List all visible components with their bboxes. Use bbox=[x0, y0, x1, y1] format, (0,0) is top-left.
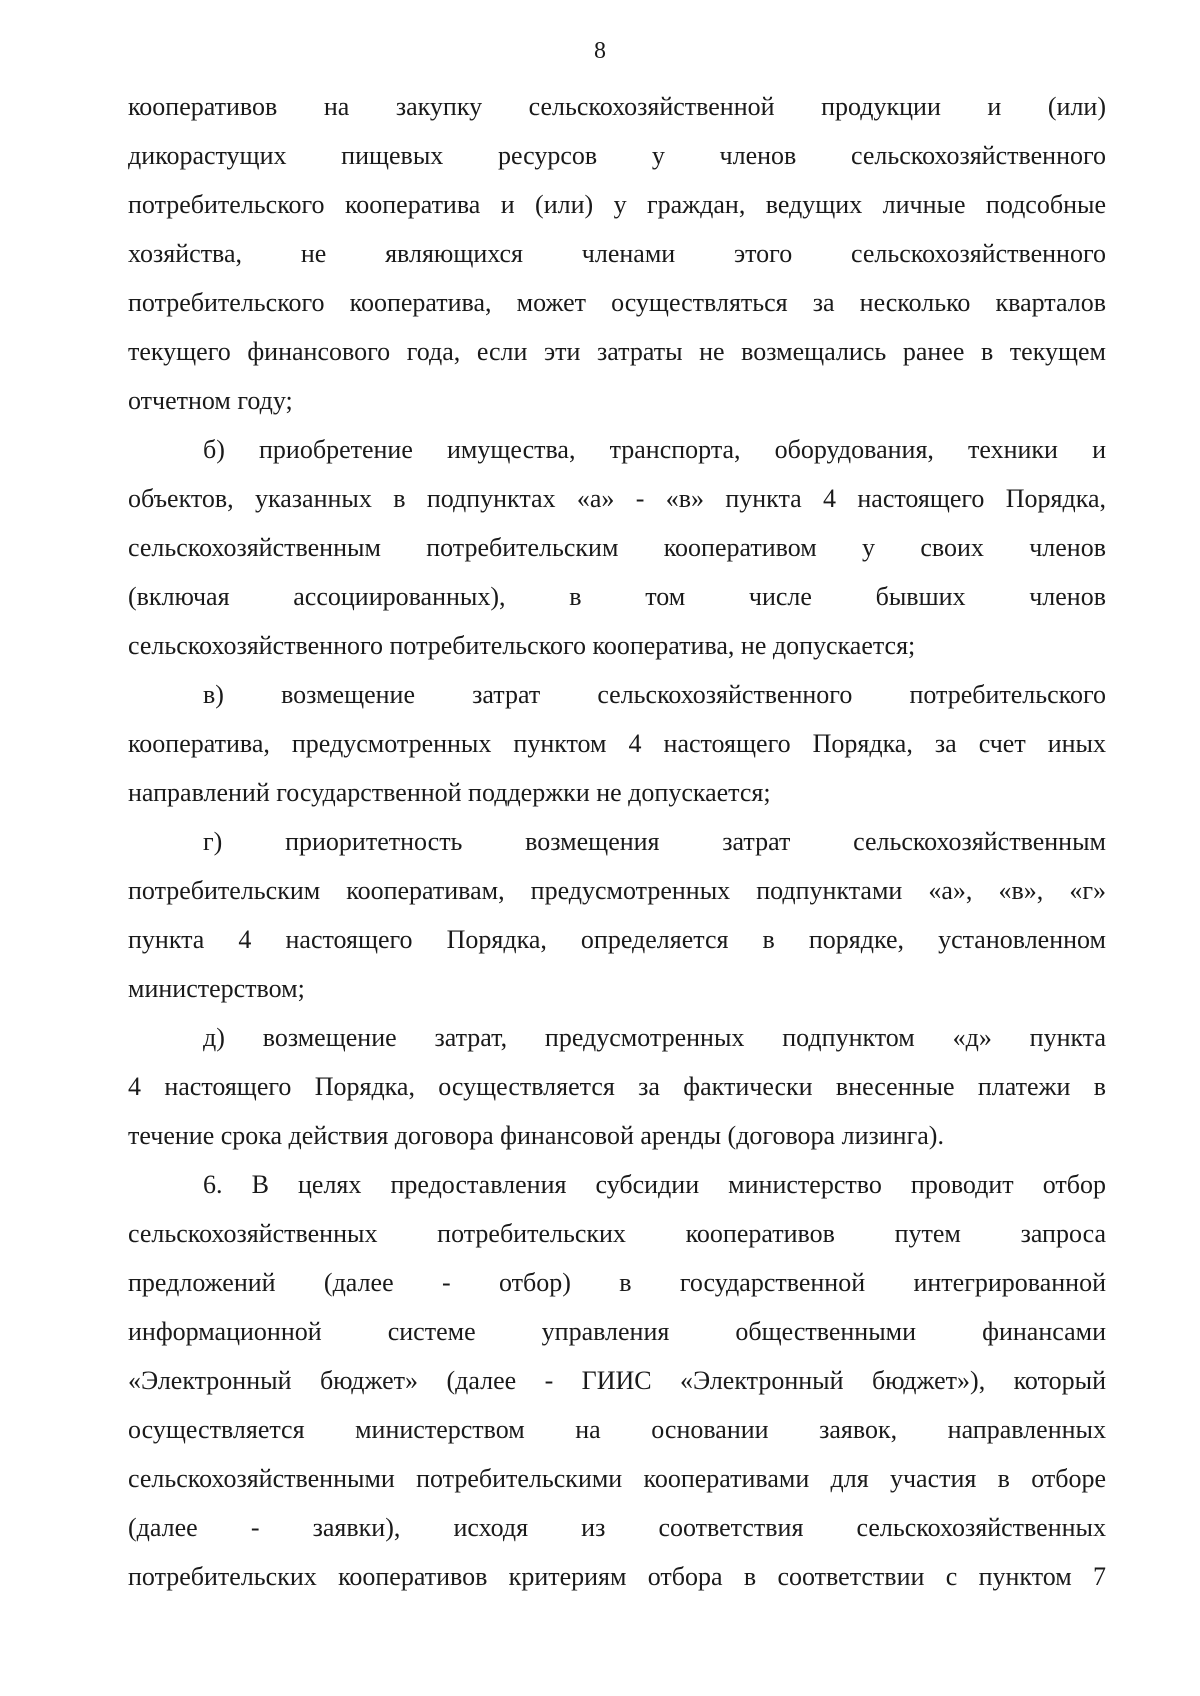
text-line: информационной системе управления общественными финансами bbox=[128, 1317, 1106, 1346]
text-line: хозяйства, не являющихся членами этого сельскохозяйственного bbox=[128, 239, 1106, 268]
text-line: в) возмещение затрат сельскохозяйственного потребительского bbox=[203, 680, 1106, 709]
text-line: сельскохозяйственным потребительским кооперативом у своих членов bbox=[128, 533, 1106, 562]
text-line: текущего финансового года, если эти затраты не возмещались ранее в текущем bbox=[128, 337, 1106, 366]
text-line: сельскохозяйственных потребительских кооперативов путем запроса bbox=[128, 1219, 1106, 1248]
text-line: потребительского кооператива и (или) у граждан, ведущих личные подсобные bbox=[128, 190, 1106, 219]
text-line: 6. В целях предоставления субсидии министерство проводит отбор bbox=[203, 1170, 1106, 1199]
text-line: сельскохозяйственного потребительского кооператива, не допускается; bbox=[128, 631, 916, 660]
text-line: сельскохозяйственными потребительскими кооперативами для участия в отборе bbox=[128, 1464, 1106, 1493]
text-line: г) приоритетность возмещения затрат сельскохозяйственным bbox=[203, 827, 1106, 856]
text-line: 4 настоящего Порядка, осуществляется за фактически внесенные платежи в bbox=[128, 1072, 1106, 1101]
text-line: отчетном году; bbox=[128, 386, 293, 415]
text-line: д) возмещение затрат, предусмотренных подпунктом «д» пункта bbox=[203, 1023, 1106, 1052]
text-line: (включая ассоциированных), в том числе бывших членов bbox=[128, 582, 1106, 611]
text-line: объектов, указанных в подпунктах «а» - «в» пункта 4 настоящего Порядка, bbox=[128, 484, 1106, 513]
text-line: кооператива, предусмотренных пунктом 4 настоящего Порядка, за счет иных bbox=[128, 729, 1106, 758]
text-line: б) приобретение имущества, транспорта, оборудования, техники и bbox=[203, 435, 1106, 464]
text-line: кооперативов на закупку сельскохозяйственной продукции и (или) bbox=[128, 92, 1106, 121]
text-line: потребительских кооперативов критериям отбора в соответствии с пунктом 7 bbox=[128, 1562, 1106, 1591]
text-line: направлений государственной поддержки не допускается; bbox=[128, 778, 771, 807]
text-line: министерством; bbox=[128, 974, 305, 1003]
text-line: течение срока действия договора финансовой аренды (договора лизинга). bbox=[128, 1121, 944, 1150]
text-line: (далее - заявки), исходя из соответствия сельскохозяйственных bbox=[128, 1513, 1106, 1542]
text-line: дикорастущих пищевых ресурсов у членов сельскохозяйственного bbox=[128, 141, 1106, 170]
text-line: потребительского кооператива, может осуществляться за несколько кварталов bbox=[128, 288, 1106, 317]
document-body bbox=[128, 92, 1106, 1611]
text-line: потребительским кооперативам, предусмотренных подпунктами «а», «в», «г» bbox=[128, 876, 1106, 905]
text-line: предложений (далее - отбор) в государственной интегрированной bbox=[128, 1268, 1106, 1297]
text-line: «Электронный бюджет» (далее - ГИИС «Электронный бюджет»), который bbox=[128, 1366, 1106, 1395]
text-line: пункта 4 настоящего Порядка, определяется в порядке, установленном bbox=[128, 925, 1106, 954]
text-line: осуществляется министерством на основании заявок, направленных bbox=[128, 1415, 1106, 1444]
page-number: 8 bbox=[594, 38, 606, 64]
